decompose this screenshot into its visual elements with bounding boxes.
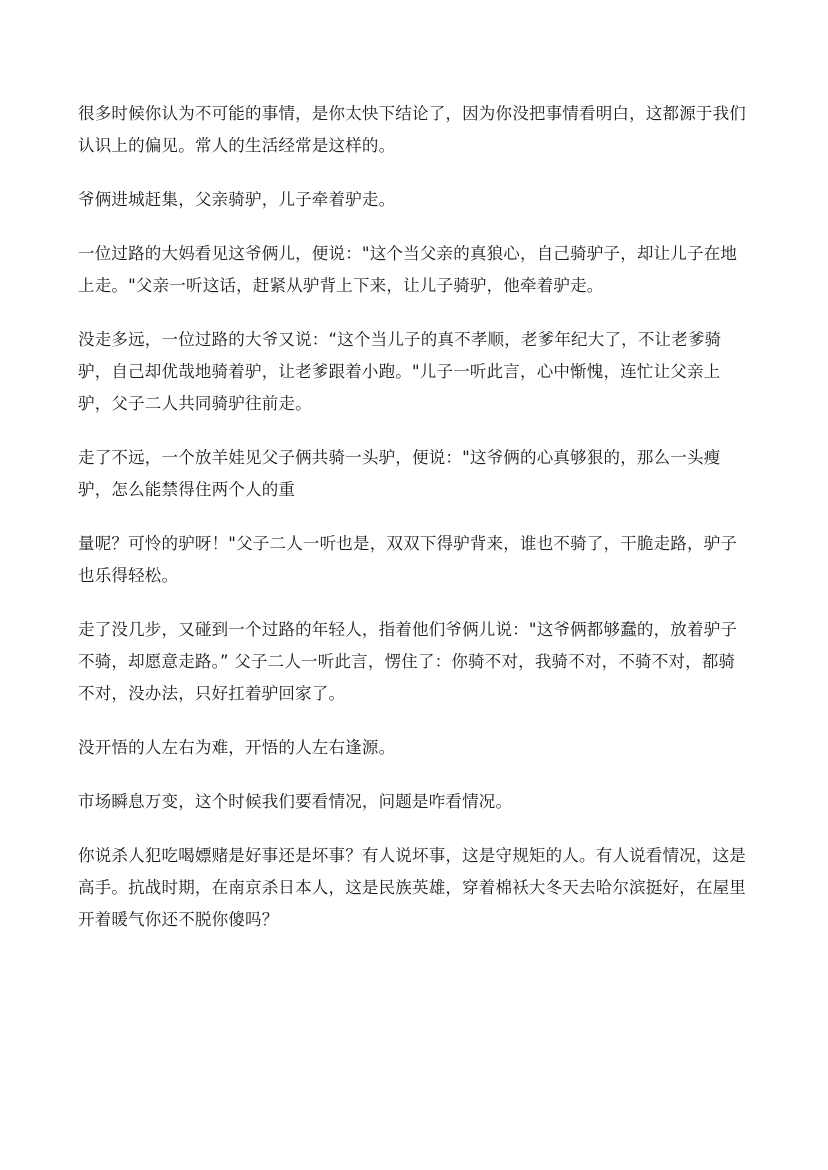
text-line: 也乐得轻松。 xyxy=(78,566,179,585)
text-line: 驴，怎么能禁得住两个人的重 xyxy=(78,480,296,499)
text-line: 你说杀人犯吃喝嫖赌是好事还是坏事？有人说坏事，这是守规矩的人。有人说看情况，这是 xyxy=(78,846,746,865)
paragraph xyxy=(78,98,758,162)
text-line: 走了没几步，又碰到一个过路的年轻人，指着他们爷俩儿说："这爷俩都够蠢的，放着驴子 xyxy=(78,620,738,639)
document-body xyxy=(78,98,758,958)
text-line: 开着暖气你还不脱你傻吗？ xyxy=(78,910,279,929)
text-line: 认识上的偏见。常人的生活经常是这样的。 xyxy=(78,136,396,155)
text-line: 市场瞬息万变，这个时候我们要看情况，问题是咋看情况。 xyxy=(78,792,513,811)
paragraph xyxy=(78,786,758,818)
paragraph xyxy=(78,238,758,302)
paragraph xyxy=(78,528,758,592)
text-line: 上走。"父亲一听这话，赶紧从驴背上下来，让儿子骑驴，他牵着驴走。 xyxy=(78,276,604,295)
paragraph xyxy=(78,324,758,420)
text-line: 没开悟的人左右为难，开悟的人左右逢源。 xyxy=(78,738,396,757)
text-line: 量呢？可怜的驴呀！"父子二人一听也是，双双下得驴背来，谁也不骑了，干脆走路，驴子 xyxy=(78,534,738,553)
paragraph xyxy=(78,732,758,764)
paragraph xyxy=(78,184,758,216)
text-line: 爷俩进城赶集，父亲骑驴，儿子牵着驴走。 xyxy=(78,190,396,209)
text-line: 不骑，却愿意走路。” 父子二人一听此言，愣住了：你骑不对，我骑不对，不骑不对，都骑 xyxy=(78,652,736,671)
text-line: 驴，自己却优哉地骑着驴，让老爹跟着小跑。"儿子一听此言，心中惭愧，连忙让父亲上 xyxy=(78,362,721,381)
text-line: 驴，父子二人共同骑驴往前走。 xyxy=(78,394,312,413)
text-line: 走了不远，一个放羊娃见父子俩共骑一头驴，便说："这爷俩的心真够狠的，那么一头瘦 xyxy=(78,448,721,467)
paragraph xyxy=(78,614,758,710)
paragraph xyxy=(78,442,758,506)
paragraph xyxy=(78,840,758,936)
text-line: 高手。抗战时期，在南京杀日本人，这是民族英雄，穿着棉袄大冬天去哈尔滨挺好，在屋里 xyxy=(78,878,746,897)
text-line: 很多时候你认为不可能的事情，是你太快下结论了，因为你没把事情看明白，这都源于我们 xyxy=(78,104,746,123)
text-line: 不对，没办法，只好扛着驴回家了。 xyxy=(78,684,346,703)
text-line: 没走多远，一位过路的大爷又说：“这个当儿子的真不孝顺，老爹年纪大了，不让老爹骑 xyxy=(78,330,722,349)
text-line: 一位过路的大妈看见这爷俩儿，便说："这个当父亲的真狼心，自己骑驴子，却让儿子在地 xyxy=(78,244,738,263)
